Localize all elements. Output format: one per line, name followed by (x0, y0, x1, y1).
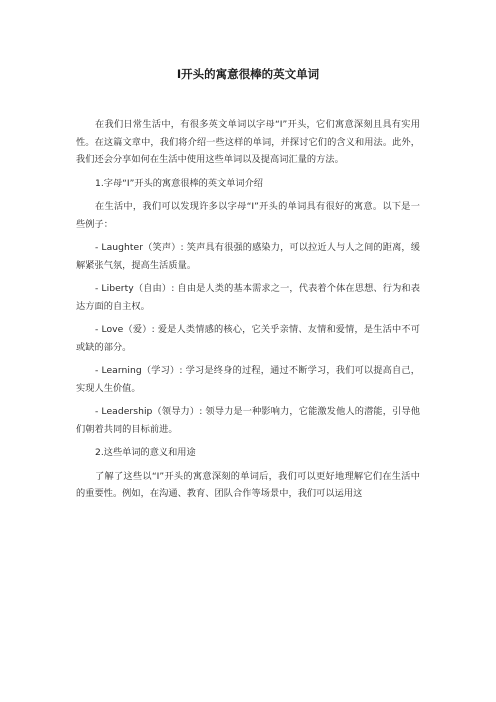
section-2-lead: 了解了这些以“I”开头的寓意深刻的单词后，我们可以更好地理解它们在生活中的重要性。例如，在沟通、教育、团队合作等场景中，我们可以运用这 (76, 470, 420, 499)
section-1-heading: 1.字母“I”开头的寓意很棒的英文单词介绍 (95, 177, 263, 189)
list-item-leadership: - Leadership（领导力）: 领导力是一种影响力，它能激发他人的潜能，引导他们朝着共同的目标前进。 (76, 406, 420, 435)
document-title: I开头的寓意很棒的英文单词 (176, 67, 320, 81)
list-item-love: - Love（爱）: 爱是人类情感的核心，它关乎亲情、友情和爱情，是生活中不可或缺的部分。 (76, 324, 420, 353)
section-2-heading: 2.这些单词的意义和用途 (95, 447, 196, 458)
section-1-lead: 在生活中，我们可以发现许多以字母“I”开头的单词具有很好的寓意。以下是一些例子： (76, 201, 420, 230)
list-item-liberty: - Liberty（自由）: 自由是人类的基本需求之一，代表着个体在思想、行为和表达方面的自主权。 (76, 283, 420, 312)
list-item-learning: - Learning（学习）: 学习是终身的过程，通过不断学习，我们可以提高自己，实现人生价值。 (76, 365, 420, 394)
document-body (76, 116, 420, 503)
list-item-laughter: - Laughter（笑声）: 笑声具有很强的感染力，可以拉近人与人之间的距离，缓解紧张气氛，提高生活质量。 (76, 242, 420, 271)
intro-paragraph: 在我们日常生活中，有很多英文单词以字母“I”开头，它们寓意深刻且具有实用性。在这篇文章中，我们将介绍一些这样的单词，并探讨它们的含义和用法。此外，我们还会分享如何在生活中使用这些单词以及提高词汇量的方法。 (76, 119, 420, 165)
